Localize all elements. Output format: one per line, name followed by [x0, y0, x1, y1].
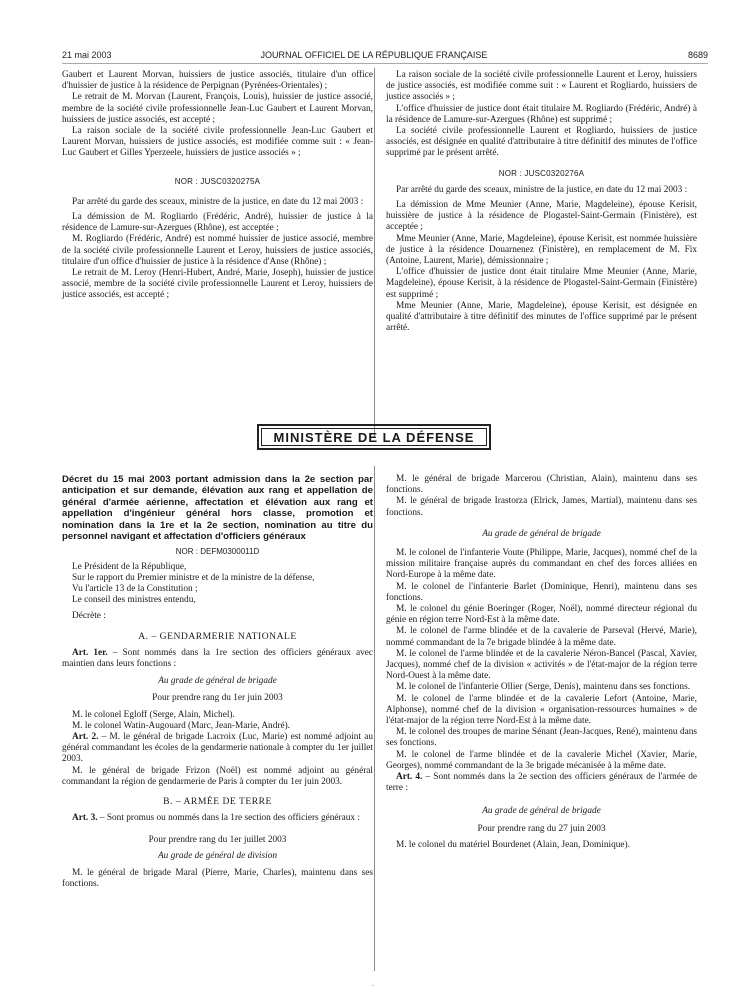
article-2 [62, 732, 373, 766]
column-divider-top [374, 68, 375, 438]
column-bottom-right [386, 474, 697, 851]
article-text: – Sont nommés dans la 1re section des officiers généraux avec maintien dans leurs fonctions : [62, 647, 373, 670]
nor-reference: NOR : JUSC0320276A [498, 168, 585, 178]
article-label: Art. 2. [72, 732, 99, 743]
paragraph: M. le général de brigade Maral (Pierre, Marie, Charles), maintenu dans ses fonctions. [62, 867, 373, 890]
footer-mark: . [372, 979, 374, 988]
ministry-heading [257, 424, 491, 450]
paragraph: Mme Meunier (Anne, Marie, Magdeleine), épouse Kerisit, est nommée huissière de justice à la résidence Douarnenez (Finistère), en remplacement de M. Fix (Antoine, Laurent, Marie), démissionnaire ; [386, 233, 697, 267]
nor-reference: NOR : DEFM0300011D [175, 547, 260, 557]
article-1 [62, 648, 373, 670]
paragraph: L'office d'huissier de justice dont était titulaire M. Rogliardo (Frédéric, André) à la résidence de Lamure-sur-Azergues (Rhône) est supprimé ; [386, 103, 697, 125]
paragraph: Vu l'article 13 de la Constitution ; [72, 584, 198, 595]
paragraph: Le retrait de M. Leroy (Henri-Hubert, André, Marie, Joseph), huissier de justice associé, membre de la société civile professionnelle Laurent et Leroy, huissiers de justice associés, est accepté ; [62, 268, 373, 301]
paragraph: Le Président de la République, [72, 561, 187, 572]
paragraph: M. le colonel de l'arme blindée et de la cavalerie de Parseval (Hervé, Marie), nommé commandant de la 7e brigade blindée à la même date. [386, 626, 697, 648]
article-label: Art. 1er. [72, 647, 108, 658]
paragraph: Le retrait de M. Morvan (Laurent, François, Louis), huissier de justice associé, membre de la société civile professionnelle Jean-Luc Gaubert et Laurent Morvan, huissiers de justice associés, est accepté ; [62, 92, 373, 125]
grade-heading: Au grade de général de division [157, 850, 278, 861]
page-number: 8689 [687, 50, 708, 60]
paragraph: M. le colonel de l'infanterie Ollier (Serge, Denis), maintenu dans ses fonctions. [396, 682, 691, 693]
paragraph: M. le général de brigade Marcerou (Christian, Alain), maintenu dans ses fonctions. [386, 474, 697, 496]
paragraph: La raison sociale de la société civile professionnelle Laurent et Leroy, huissiers de justice associés, est modifiée comme suit : « Laurent et Rogliardo, huissiers de justice associés » ; [386, 70, 697, 103]
paragraph: Sur le rapport du Premier ministre et de la ministre de la défense, [72, 572, 315, 583]
paragraph: M. Rogliardo (Frédéric, André) est nommé huissier de justice associé, membre de la société civile professionnelle Laurent et Leroy, huissiers de justice associés, titulaire d'un office d'huissier de justice à la résidence d'Anse (Rhône) ; [62, 234, 373, 267]
paragraph: M. le colonel du génie Boeringer (Roger, Noël), nommé directeur régional du génie en région terre Nord-Est à la même date. [386, 604, 697, 626]
grade-heading: Au grade de général de brigade [158, 676, 277, 687]
grade-heading: Au grade de général de brigade [482, 806, 601, 817]
paragraph: La démission de Mme Meunier (Anne, Marie, Magdeleine), épouse Kerisit, huissière de justice à la résidence de Plogastel-Saint-Germain (Finistère), est acceptée ; [386, 200, 697, 233]
rang-line: Pour prendre rang du 1er juillet 2003 [148, 834, 287, 845]
journal-title: JOURNAL OFFICIEL DE LA RÉPUBLIQUE FRANÇAISE [260, 50, 488, 60]
paragraph: L'office d'huissier de justice dont était titulaire Mme Meunier (Anne, Marie, Magdeleine), épouse Kerisit, à la résidence de Plogastel-Saint-Germain (Finistère) est supprimé ; [386, 267, 697, 300]
ministry-title: MINISTÈRE DE LA DÉFENSE [273, 429, 475, 445]
rang-line: Pour prendre rang du 1er juin 2003 [152, 693, 283, 704]
paragraph: M. le colonel des troupes de marine Sénant (Jean-Jacques, René), maintenu dans ses fonctions. [386, 727, 697, 749]
paragraph: Par arrêté du garde des sceaux, ministre de la justice, en date du 12 mai 2003 : [72, 196, 364, 207]
header-date: 21 mai 2003 [62, 50, 112, 60]
paragraph: La démission de M. Rogliardo (Frédéric, André), huissier de justice à la résidence de Lamure-sur-Azergues (Rhône), est acceptée ; [62, 212, 373, 234]
paragraph: Par arrêté du garde des sceaux, ministre de la justice, en date du 12 mai 2003 : [396, 184, 688, 195]
paragraph: M. le colonel de l'arme blindée et de la cavalerie Michel (Xavier, Marie, Georges), nommé commandant de la 3e brigade mécanisée à la même date. [386, 749, 697, 771]
paragraph: Mme Meunier (Anne, Marie, Magdeleine), épouse Kerisit, est désignée en qualité d'attributaire à titre définitif des minutes de l'office supprimé par le présent arrêté. [386, 300, 697, 334]
grade-heading: Au grade de général de brigade [482, 528, 601, 539]
column-top-right [386, 70, 697, 334]
paragraph: M. le général de brigade Irastorza (Elrick, James, Martial), maintenu dans ses fonctions. [386, 496, 697, 518]
decree-title: Décret du 15 mai 2003 portant admission dans la 2e section par anticipation et sur demande, élévation aux rang et appellation de général d'armée aérienne, affectation et élévation aux rang et appellation d'ingénieur général hors classe, promotion et nomination dans la 1re et la 2e section, nomination au titre du personnel navigant et affectation d'officiers généraux [62, 474, 373, 543]
paragraph: M. le général de brigade Frizon (Noël) est nommé adjoint au général commandant la région de gendarmerie de Paris à compter du 1er juin 2003. [62, 765, 373, 787]
paragraph: Le conseil des ministres entendu, [72, 595, 196, 606]
paragraph: La raison sociale de la société civile professionnelle Jean-Luc Gaubert et Laurent Morvan, huissiers de justice associés, est modifiée comme suit : « Jean-Luc Gaubert et Gilles Yperzeele, huissiers de justice associés » ; [62, 126, 373, 159]
rang-line: Pour prendre rang du 27 juin 2003 [477, 823, 606, 834]
nor-reference: NOR : JUSC0320275A [174, 176, 261, 186]
article-text: – Sont promus ou nommés dans la 1re section des officiers généraux : [97, 813, 360, 824]
column-top-left [62, 70, 373, 302]
section-heading-b: B. – ARMÉE DE TERRE [163, 796, 272, 808]
column-bottom-left [62, 474, 373, 890]
paragraph: M. le colonel Egloff (Serge, Alain, Michel). [72, 709, 235, 720]
article-label: Art. 4. [396, 772, 423, 783]
paragraph: Gaubert et Laurent Morvan, huissiers de justice associés, titulaire d'un office d'huissier de justice à la résidence de Perpignan (Pyrénées-Orientales) ; [62, 70, 373, 92]
decrete-label: Décrète : [72, 611, 106, 622]
paragraph: M. le colonel du matériel Bourdenet (Alain, Jean, Dominique). [396, 839, 630, 850]
article-3 [62, 813, 373, 824]
article-label: Art. 3. [72, 813, 98, 824]
section-heading-a: A. – GENDARMERIE NATIONALE [138, 630, 297, 642]
paragraph: M. le colonel Watin-Augouard (Marc, Jean-Marie, André). [72, 720, 290, 731]
article-4 [386, 772, 697, 794]
paragraph: La société civile professionnelle Laurent et Rogliardo, huissiers de justice associés, est désignée en qualité d'attributaire à titre définitif des minutes de l'office supprimé par le présent arrêté. [386, 126, 697, 159]
column-divider-bottom [374, 466, 375, 971]
header-rule [62, 63, 708, 64]
paragraph: M. le colonel de l'arme blindée et de la cavalerie Néron-Bancel (Pascal, Xavier, Jacques), nommé chef de la division « activités » de l'état-major de la région terre Nord-Ouest à la même date. [386, 648, 697, 682]
article-text: – M. le général de brigade Lacroix (Luc, Marie) est nommé adjoint au général commandant les écoles de la gendarmerie nationale à compter du 1er juillet 2003. [62, 732, 373, 765]
paragraph: M. le colonel de l'infanterie Barlet (Dominique, Henri), maintenu dans ses fonctions. [386, 581, 697, 603]
paragraph: M. le colonel de l'infanterie Voute (Philippe, Marie, Jacques), nommé chef de la mission militaire française auprès du commandant en chef des forces alliées en Nord-Europe à la même date. [386, 548, 697, 581]
paragraph: M. le colonel de l'arme blindée et de la cavalerie Lefort (Antoine, Marie, Alphonse), nommé chef de la division « organisation-ressources humaines » de l'état-major de la région terre Nord-Est à la même date. [386, 693, 697, 727]
article-text: – Sont nommés dans la 2e section des officiers généraux de l'armée de terre : [386, 772, 697, 794]
